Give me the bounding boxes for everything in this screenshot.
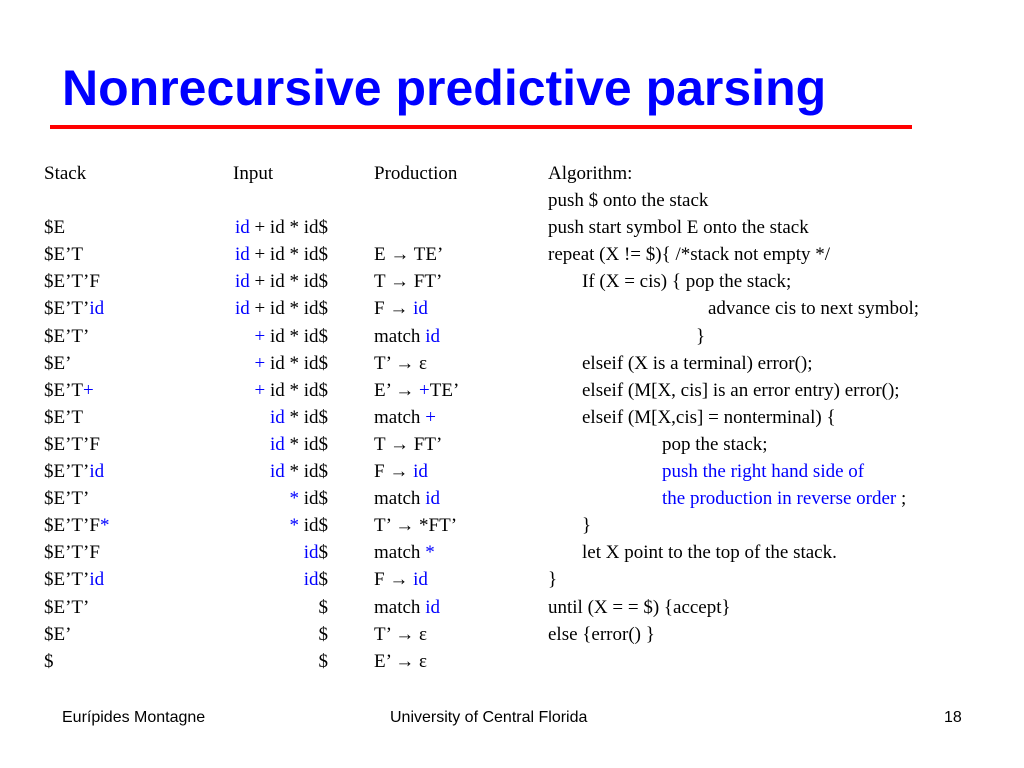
- title-underline: [50, 125, 912, 129]
- input-cell-text: $: [318, 623, 328, 645]
- stack-cell-text: $E’T’F: [44, 433, 100, 455]
- input-cell-text: + id * id$: [249, 244, 328, 266]
- stack-cell-text: $E’T’F: [44, 542, 100, 564]
- production-cell-text: F: [374, 569, 390, 591]
- input-cell: [140, 214, 328, 241]
- stack-cell: [44, 268, 109, 295]
- input-cell-text: + id * id$: [249, 271, 328, 293]
- production-cell: [374, 323, 459, 350]
- input-cell: [140, 566, 328, 593]
- epsilon-symbol: ε: [419, 623, 428, 645]
- production-cell-text: id: [413, 461, 428, 483]
- stack-cell-text: $E’T’: [44, 488, 90, 510]
- production-cell-text: match: [374, 542, 426, 564]
- input-cell: [140, 350, 328, 377]
- footer-page-number: 18: [944, 709, 962, 726]
- stack-cell-text: +: [83, 379, 94, 401]
- input-cell: [140, 431, 328, 458]
- production-cell: [374, 350, 459, 377]
- production-cell-text: TE’: [429, 379, 460, 401]
- production-cell-text: match: [374, 488, 426, 510]
- stack-cell: [44, 241, 109, 268]
- production-cell: [374, 512, 459, 539]
- stack-cell: [44, 485, 109, 512]
- arrow-icon: →: [395, 379, 415, 401]
- production-cell-text: E: [374, 244, 391, 266]
- algorithm-text: advance cis to next symbol;: [708, 298, 920, 320]
- input-cell: [140, 323, 328, 350]
- algorithm-text: If (X = cis) { pop the stack;: [582, 271, 792, 293]
- algorithm-text: }: [548, 569, 558, 591]
- algorithm-text: elseif (M[X, cis] is an error entry) error();: [582, 379, 900, 401]
- input-cell: [140, 648, 328, 675]
- stack-cell: [44, 295, 109, 322]
- algorithm-header: Algorithm:: [548, 163, 633, 184]
- stack-cell-text: $E’T: [44, 406, 84, 428]
- stack-cell: [44, 323, 109, 350]
- input-header: Input: [233, 163, 274, 184]
- input-cell-text: id: [303, 542, 319, 564]
- stack-header: Stack: [44, 163, 87, 184]
- production-cell-text: id: [413, 569, 428, 591]
- production-cell-text: match: [374, 596, 426, 618]
- production-cell-text: FT’: [409, 271, 443, 293]
- blank-row: [374, 187, 459, 214]
- stack-cell: [44, 648, 109, 675]
- input-cell-text: $: [318, 650, 328, 672]
- algorithm-text: elseif (M[X,cis] = nonterminal) {: [582, 406, 836, 428]
- stack-cell-text: $E’T’: [44, 596, 90, 618]
- input-cell-text: id: [269, 433, 285, 455]
- input-cell-text: id: [269, 461, 285, 483]
- algorithm-text: until (X = = $) {accept}: [548, 596, 731, 618]
- production-cell-text: id: [425, 596, 440, 618]
- stack-cell: [44, 350, 109, 377]
- stack-cell-text: $E’: [44, 623, 72, 645]
- stack-cell: [44, 404, 109, 431]
- input-cell: [140, 621, 328, 648]
- stack-cell-text: id: [89, 461, 105, 483]
- production-cell-text: *: [425, 542, 435, 564]
- input-cell-text: id: [234, 271, 250, 293]
- input-cell-text: +: [254, 352, 266, 374]
- production-cell: [374, 214, 459, 241]
- input-cell-text: + id * id$: [249, 298, 328, 320]
- production-cell: [374, 648, 459, 675]
- algorithm-text: the production in reverse order: [662, 488, 897, 510]
- algorithm-line: [548, 594, 919, 621]
- arrow-icon: →: [389, 569, 409, 591]
- production-cell: [374, 539, 459, 566]
- algorithm-text: push the right hand side of: [662, 461, 865, 483]
- production-cell: [374, 295, 459, 322]
- footer-institution: University of Central Florida: [390, 709, 588, 726]
- stack-cell-text: id: [89, 298, 105, 320]
- input-cell-text: * id$: [284, 433, 328, 455]
- arrow-icon: →: [390, 433, 410, 455]
- stack-cell-text: $E’T’: [44, 298, 90, 320]
- arrow-icon: →: [395, 515, 415, 537]
- input-cell-text: id$: [298, 515, 328, 537]
- arrow-icon: →: [390, 271, 410, 293]
- stack-cell: [44, 431, 109, 458]
- algorithm-line: [548, 404, 919, 431]
- production-cell-text: E’: [374, 379, 396, 401]
- arrow-icon: →: [389, 298, 409, 320]
- input-cell: [140, 377, 328, 404]
- production-cell-text: T: [374, 433, 391, 455]
- production-cell: [374, 458, 459, 485]
- stack-cell-text: $E: [44, 217, 66, 239]
- algorithm-text: push $ onto the stack: [548, 190, 709, 212]
- stack-cell-text: $E’T’F: [44, 515, 100, 537]
- stack-cell: [44, 594, 109, 621]
- production-cell-text: TE’: [409, 244, 444, 266]
- algorithm-line: [548, 323, 919, 350]
- input-cell-text: $: [318, 569, 328, 591]
- production-cell-text: match: [374, 406, 426, 428]
- production-cell: [374, 431, 459, 458]
- stack-cell-text: $: [44, 650, 54, 672]
- epsilon-symbol: ε: [419, 650, 428, 672]
- algorithm-line: [548, 241, 919, 268]
- production-cell: [374, 621, 459, 648]
- input-cell: [140, 594, 328, 621]
- stack-cell-text: $E’T’: [44, 569, 90, 591]
- algorithm-line: [548, 539, 919, 566]
- production-cell: [374, 594, 459, 621]
- input-cell-text: * id$: [284, 461, 328, 483]
- production-cell: [374, 566, 459, 593]
- production-cell-text: *FT’: [414, 515, 458, 537]
- blank-row: [140, 187, 328, 214]
- stack-cell: [44, 214, 109, 241]
- stack-cell-text: $E’T’: [44, 325, 90, 347]
- stack-cell-text: $E’T’: [44, 461, 90, 483]
- algorithm-line: [548, 458, 919, 485]
- production-cell: [374, 404, 459, 431]
- algorithm-line: [548, 431, 919, 458]
- arrow-icon: →: [395, 650, 415, 672]
- algorithm-line: [548, 566, 919, 593]
- production-cell-text: E’: [374, 650, 396, 672]
- algorithm-line: [548, 268, 919, 295]
- algorithm-text: elseif (X is a terminal) error();: [582, 352, 813, 374]
- algorithm-text: }: [582, 515, 592, 537]
- stack-cell-text: id: [89, 569, 105, 591]
- algorithm-text: ;: [896, 488, 907, 510]
- algorithm-text: let X point to the top of the stack.: [582, 542, 837, 564]
- footer-author: Eurípides Montagne: [62, 709, 206, 726]
- algorithm-line: [548, 621, 919, 648]
- algorithm-text: push start symbol E onto the stack: [548, 217, 809, 239]
- input-cell-text: $: [318, 596, 328, 618]
- input-cell-text: id * id$: [265, 325, 328, 347]
- production-cell-text: id: [425, 488, 440, 510]
- production-cell-text: T: [374, 271, 391, 293]
- input-column: [140, 160, 328, 672]
- algorithm-text: }: [696, 325, 706, 347]
- input-cell-text: *: [289, 515, 299, 537]
- stack-cell: [44, 458, 109, 485]
- stack-cell: [44, 621, 109, 648]
- algorithm-text: repeat (X != $){ /*stack not empty */: [548, 244, 831, 266]
- production-cell-text: T’: [374, 623, 396, 645]
- input-cell-text: id * id$: [265, 352, 328, 374]
- input-cell-text: id: [234, 217, 250, 239]
- input-cell: [140, 458, 328, 485]
- algorithm-text: pop the stack;: [662, 433, 768, 455]
- production-cell-text: T’: [374, 352, 396, 374]
- algorithm-text: else {error() }: [548, 623, 655, 645]
- input-cell: [140, 295, 328, 322]
- production-cell-text: id: [413, 298, 428, 320]
- input-cell-text: $: [318, 542, 328, 564]
- production-cell-text: +: [419, 379, 430, 401]
- production-cell: [374, 485, 459, 512]
- slide-title: Nonrecursive predictive parsing: [62, 60, 827, 116]
- input-cell: [140, 512, 328, 539]
- input-cell-text: id: [269, 406, 285, 428]
- input-cell-text: id: [303, 569, 319, 591]
- production-header: Production: [374, 163, 458, 184]
- blank-row: [44, 187, 109, 214]
- stack-cell-text: *: [99, 515, 110, 537]
- algorithm-line: [548, 295, 919, 322]
- stack-cell-text: $E’: [44, 352, 72, 374]
- input-cell: [140, 241, 328, 268]
- production-cell-text: +: [425, 406, 436, 428]
- algorithm-line: [548, 214, 919, 241]
- input-cell-text: * id$: [284, 406, 328, 428]
- production-cell-text: F: [374, 461, 390, 483]
- input-cell-text: +: [254, 379, 266, 401]
- input-cell-text: *: [289, 488, 299, 510]
- arrow-icon: →: [395, 352, 415, 374]
- production-cell-text: FT’: [409, 433, 443, 455]
- arrow-icon: →: [389, 461, 409, 483]
- production-cell-text: id: [425, 325, 440, 347]
- stack-cell-text: $E’T: [44, 379, 84, 401]
- algorithm-line: [548, 377, 919, 404]
- algorithm-column: [548, 160, 920, 645]
- stack-cell: [44, 512, 109, 539]
- input-cell-text: id * id$: [265, 379, 328, 401]
- production-cell-text: T’: [374, 515, 396, 537]
- production-cell: [374, 377, 459, 404]
- stack-column: [44, 160, 110, 672]
- stack-cell: [44, 377, 109, 404]
- stack-cell: [44, 566, 109, 593]
- input-cell-text: + id * id$: [249, 217, 328, 239]
- production-cell-text: F: [374, 298, 390, 320]
- input-cell: [140, 404, 328, 431]
- arrow-icon: →: [390, 244, 410, 266]
- epsilon-symbol: ε: [419, 352, 428, 374]
- stack-cell-text: $E’T: [44, 244, 84, 266]
- production-cell-text: match: [374, 325, 426, 347]
- algorithm-line: [548, 485, 919, 512]
- algorithm-line: [548, 350, 919, 377]
- input-cell: [140, 485, 328, 512]
- production-cell: [374, 268, 459, 295]
- input-cell-text: id: [234, 244, 250, 266]
- stack-cell: [44, 539, 109, 566]
- input-cell-text: id: [234, 298, 250, 320]
- algorithm-line: [548, 512, 919, 539]
- production-column: [374, 160, 460, 672]
- production-cell: [374, 241, 459, 268]
- input-cell: [140, 268, 328, 295]
- stack-cell-text: $E’T’F: [44, 271, 100, 293]
- algorithm-line: [548, 187, 919, 214]
- input-cell-text: +: [254, 325, 266, 347]
- arrow-icon: →: [395, 623, 415, 645]
- input-cell: [140, 539, 328, 566]
- input-cell-text: id$: [298, 488, 328, 510]
